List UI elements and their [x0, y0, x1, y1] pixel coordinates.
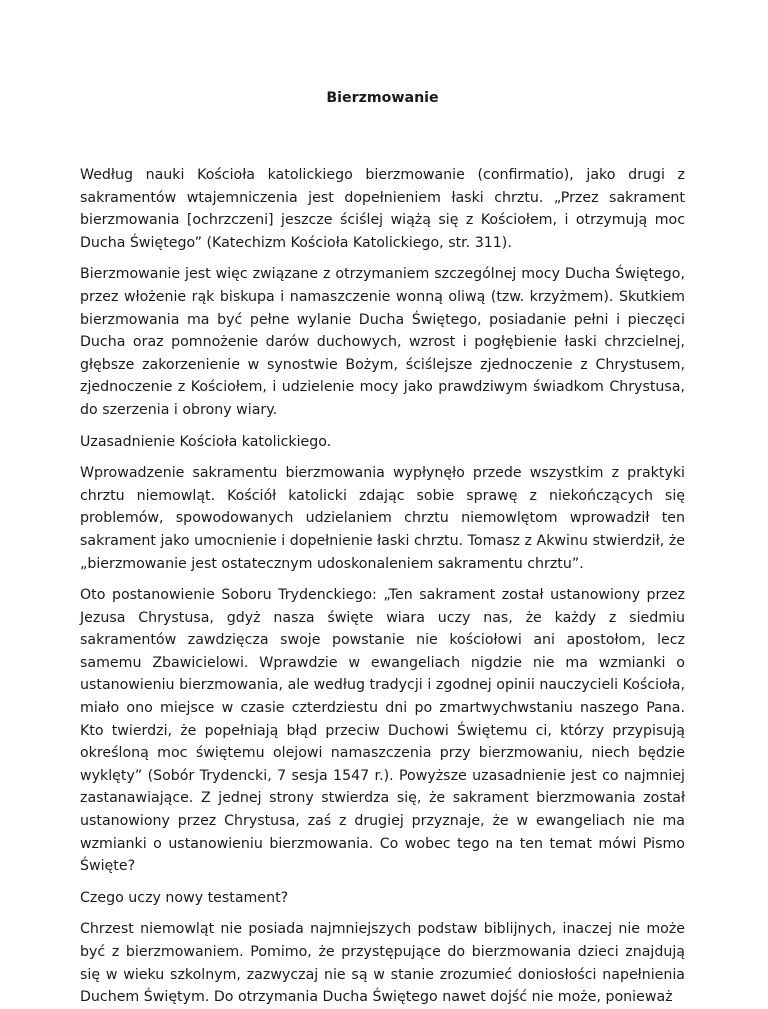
- paragraph-council-of-trent: Oto postanowienie Soboru Trydenckiego: „Ten sakrament został ustanowiony przez Jezusa Chrystusa, gdyż nasza święte wiara uczy nas, że każdy z siedmiu sakramentów zawdzięcza swoje powstanie nie kościołowi ani apostołom, lecz samemu Zbawicielowi. Wprawdzie w ewangeliach nigdzie nie ma wzmianki o ustanowieniu bierzmowania, ale według tradycji i zgodnej opinii nauczycieli Kościoła, miało ono miejsce w czasie czterdziestu dni po zmartwychwstaniu naszego Pana. Kto twierdzi, że popełniają błąd przeciw Duchowi Świętemu ci, którzy przypisują określoną moc świętemu olejowi namaszczenia przy bierzmowaniu, niech będzie wyklęty” (Sobór Trydencki, 7 sesja 1547 r.). Powyższe uzasadnienie jest co najmniej zastanawiające. Z jednej strony stwierdza się, że sakrament bierzmowania został ustanowiony przez Chrystusa, zaś z drugiej przyznaje, że w ewangeliach nie ma wzmianki o ustanowieniu bierzmowania. Co wobec tego na ten temat mówi Pismo Święte?: [80, 587, 685, 875]
- document-page: [80, 0, 685, 1009]
- paragraph-definition: Według nauki Kościoła katolickiego bierzmowanie (confirmatio), jako drugi z sakramentów wtajemniczenia jest dopełnieniem łaski chrztu. „Przez sakrament bierzmowania [ochrzczeni] jeszcze ściślej wiążą się z Kościołem, i otrzymują moc Ducha Świętego” (Katechizm Kościoła Katolickiego, str. 311).: [80, 167, 685, 251]
- paragraph-origin: Wprowadzenie sakramentu bierzmowania wypłynęło przede wszystkim z praktyki chrztu niemowląt. Kościół katolicki zdając sobie sprawę z niekończących się problemów, spowodowanych udzielaniem chrztu niemowlętom wprowadził ten sakrament jako umocnienie i dopełnienie łaski chrztu. Tomasz z Akwinu stwierdził, że „bierzmowanie jest ostatecznym udoskonaleniem sakramentu chrztu”.: [80, 465, 685, 572]
- document-title: Bierzmowanie: [326, 90, 439, 106]
- section-heading-justification: Uzasadnienie Kościoła katolickiego.: [80, 433, 332, 450]
- paragraph-infant-baptism: Chrzest niemowląt nie posiada najmniejszych podstaw biblijnych, inaczej nie może być z bierzmowaniem. Pomimo, że przystępujące do bierzmowania dzieci znajdują się w wieku szkolnym, zazwyczaj nie są w stanie zrozumieć doniosłości napełnienia Duchem Świętym. Do otrzymania Ducha Świętego nawet dojść nie może, ponieważ: [80, 921, 685, 1006]
- paragraph-effects: Bierzmowanie jest więc związane z otrzymaniem szczególnej mocy Ducha Świętego, przez włożenie rąk biskupa i namaszczenie wonną oliwą (tzw. krzyżmem). Skutkiem bierzmowania ma być pełne wylanie Ducha Świętego, posiadanie pełni i pieczęci Ducha oraz pomnożenie darów duchowych, wzrost i pogłębienie łaski chrzcielnej, głębsze zakorzenienie w synostwie Bożym, ściślejsze zjednoczenie z Chrystusem, zjednoczenie z Kościołem, i udzielenie mocy jako prawdziwym świadkom Chrystusa, do szerzenia i obrony wiary.: [80, 266, 685, 418]
- section-heading-new-testament: Czego uczy nowy testament?: [80, 889, 289, 906]
